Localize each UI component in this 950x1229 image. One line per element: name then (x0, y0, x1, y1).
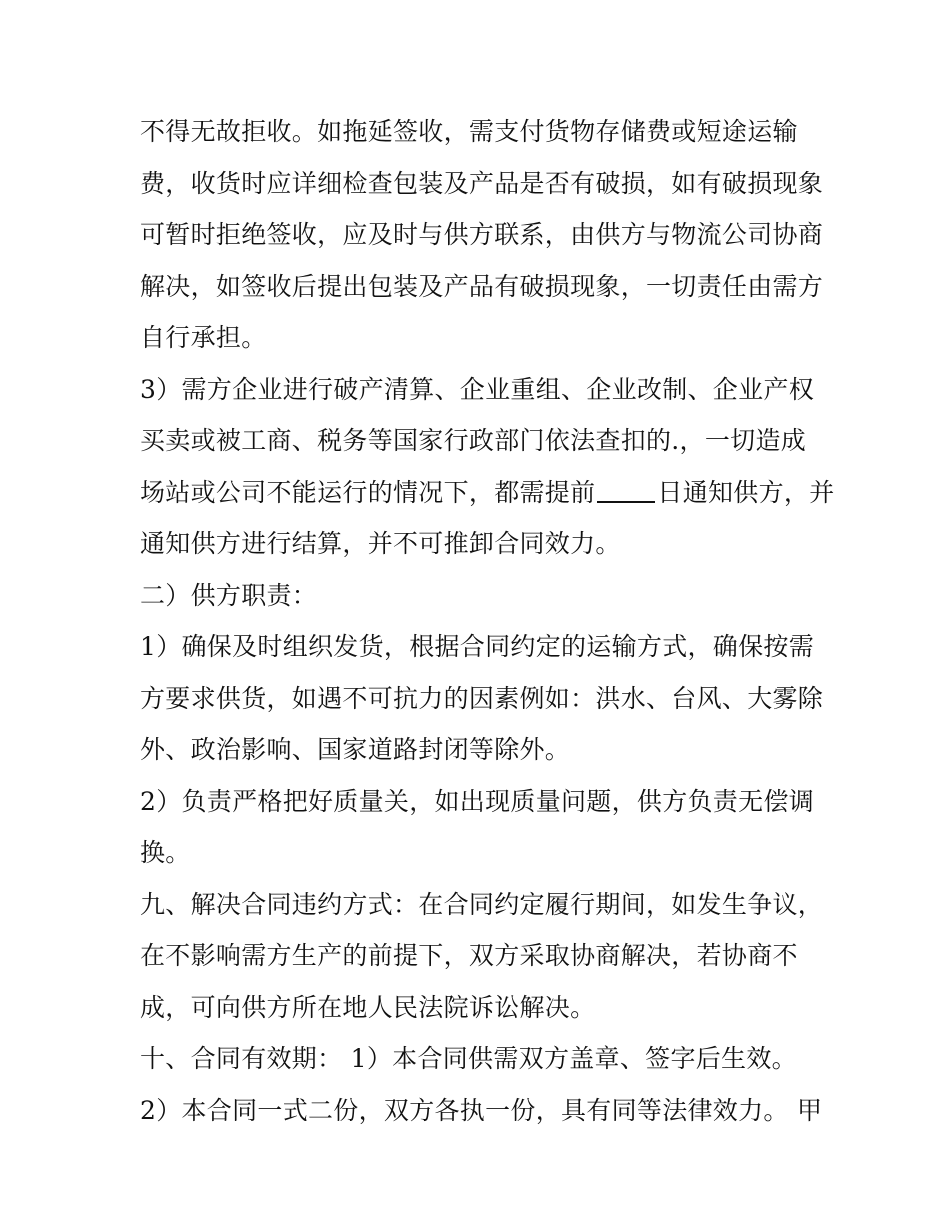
fill-in-blank (597, 477, 655, 503)
text-line: 换。 (140, 838, 191, 867)
document-body (140, 106, 835, 1136)
text-line: 解决，如签收后提出包装及产品有破损现象，一切责任由需方 (140, 271, 824, 301)
section-heading: 二）供方职责： (140, 580, 318, 610)
text-line: 方要求供货，如遇不可抗力的因素例如：洪水、台风、大雾除 (140, 683, 824, 713)
text-line: 九、解决合同违约方式：在合同约定履行期间，如发生争议， (140, 889, 824, 919)
text-line: 十、合同有效期： 1）本合同供需双方盖章、签字后生效。 (140, 1044, 797, 1073)
text-line: 1）确保及时组织发货，根据合同约定的运输方式，确保按需 (140, 632, 815, 661)
text-line: 费，收货时应详细检查包装及产品是否有破损，如有破损现象 (140, 168, 824, 198)
text-line: 可暂时拒绝签收，应及时与供方联系，由供方与物流公司协商 (140, 220, 824, 249)
text-line: 2）本合同一式二份，双方各执一份，具有同等法律效力。 甲 (140, 1095, 823, 1125)
text-line: 通知供方进行结算，并不可推卸合同效力。 (140, 529, 621, 558)
text-segment: 日通知供方，并 (657, 477, 835, 507)
text-line: 2）负责严格把好质量关，如出现质量问题，供方负责无偿调 (140, 786, 815, 816)
text-line: 不得无故拒收。如拖延签收，需支付货物存储费或短途运输 (140, 117, 798, 146)
text-line: 自行承担。 (140, 323, 267, 352)
text-line: 3）需方企业进行破产清算、企业重组、企业改制、企业产权 (140, 374, 815, 404)
text-line-with-blank (140, 467, 835, 519)
text-segment: 场站或公司不能运行的情况下，都需提前 (140, 477, 596, 507)
text-line: 外、政治影响、国家道路封闭等除外。 (140, 735, 571, 764)
text-line: 买卖或被工商、税务等国家行政部门依法查扣的.，一切造成 (140, 426, 807, 455)
text-line: 成，可向供方所在地人民法院诉讼解决。 (140, 992, 596, 1022)
text-line: 在不影响需方生产的前提下，双方采取协商解决，若协商不 (140, 941, 798, 970)
